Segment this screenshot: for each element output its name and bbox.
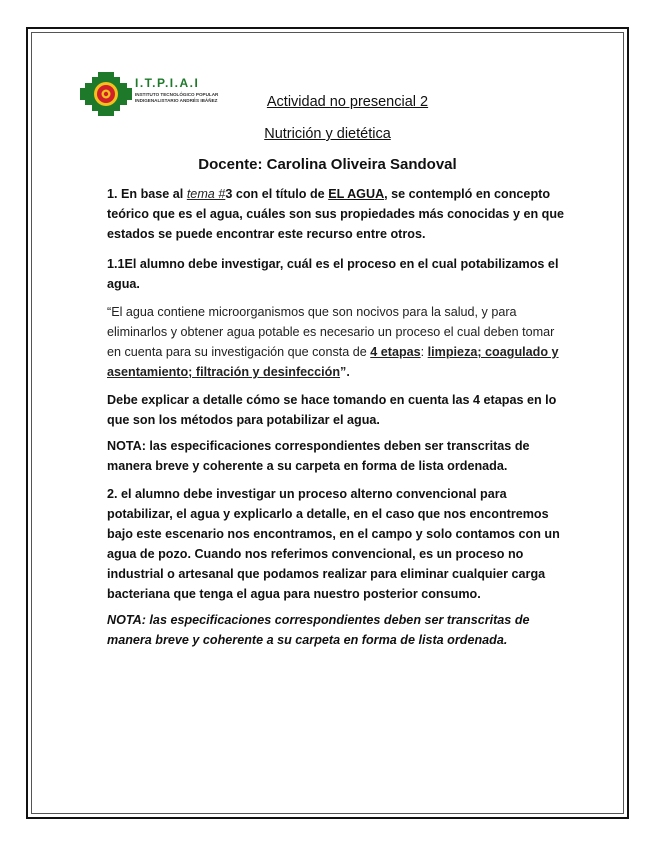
paragraph-4: Debe explicar a detalle cómo se hace tomando en cuenta las 4 etapas en lo que son los métodos para potabilizar el agua. — [107, 393, 557, 427]
p3-colon: : — [420, 345, 428, 359]
subject-title: Nutrición y dietética — [264, 126, 391, 142]
note-1-end: . — [503, 459, 508, 473]
p1-el-agua: EL AGUA — [328, 187, 385, 201]
p3-etapas: 4 etapas — [370, 345, 421, 359]
logo-subtitle-line1: INSTITUTO TECNOLÓGICO POPULAR — [135, 92, 219, 97]
p1-text-c: , se contempló en concepto teórico que es el agua, cuáles son sus propiedades más conocidas y en que estados se puede encontrar este recurso entre otros. — [107, 187, 565, 241]
teacher-name: Docente: Carolina Oliveira Sandoval — [198, 156, 457, 173]
activity-title: Actividad no presencial 2 — [266, 94, 429, 110]
note-1 — [107, 436, 565, 476]
paragraph-6: 2. el alumno debe investigar un proceso alterno convencional para potabilizar, el agua y explicarlo a detalle, en el caso que nos encontremos bajo este escenario nos encontramos, en el campo y solo contamos con un agua de pozo. Cuando nos referimos convencional, es un proceso no industrial o artesanal que podamos realizar para eliminar cualquier carga bacteriana que tenga el agua para nuestro posterior consumo. — [107, 487, 560, 601]
p3-text-a: “El agua contiene microorganismos que son nocivos para la salud, y para eliminarlos y obtener agua potable es necesario un proceso el cual deben tomar en cuenta para su investigación que consta de — [107, 305, 555, 359]
p1-text-a: 1. En base al — [107, 187, 187, 201]
p1-text-b: 3 con el título de — [225, 187, 329, 201]
p3-end: ”. — [340, 365, 350, 379]
note-2 — [107, 610, 565, 650]
paragraph-3 — [107, 302, 565, 382]
note-1-text: NOTA: las especificaciones correspondientes deben ser transcritas de manera breve y coherente a su carpeta en forma de lista ordenada — [107, 439, 530, 473]
logo-subtitle-line2: INDIGENALISTARIO ANDRÉS IBÁÑEZ — [135, 98, 218, 103]
p1-tema-link: tema # — [186, 187, 226, 201]
paragraph-2: 1.1El alumno debe investigar, cuál es el proceso en el cual potabilizamos el agua. — [107, 257, 559, 291]
paragraph-1 — [107, 184, 565, 244]
p3-stage-list: limpieza; coagulado y asentamiento; filtración y desinfección — [107, 345, 559, 379]
note-2-end: . — [503, 633, 508, 647]
logo-name: I.T.P.I.A.I — [135, 76, 200, 90]
note-2-text: NOTA: las especificaciones correspondientes deben ser transcritas de manera breve y coherente a su carpeta en forma de lista ordenada — [107, 613, 530, 647]
